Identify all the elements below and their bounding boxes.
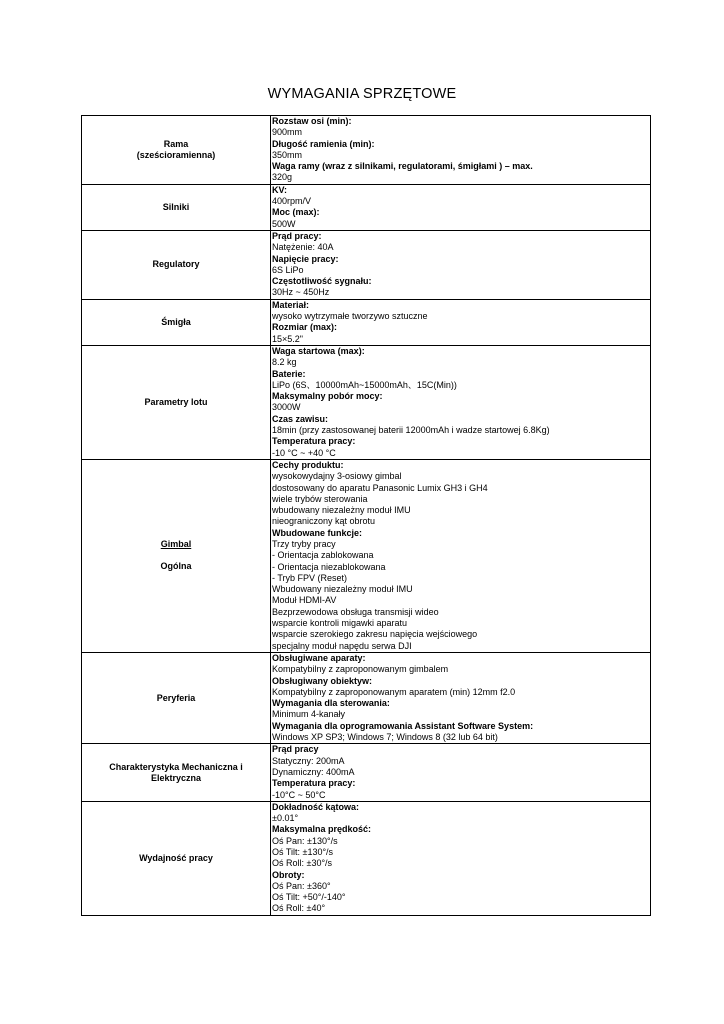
spec-heading: Temperatura pracy: xyxy=(272,778,356,789)
spec-value: Wbudowany niezależny moduł IMU xyxy=(272,584,413,595)
spec-value: specjalny moduł napędu serwa DJI xyxy=(272,640,412,651)
spec-row-label xyxy=(82,801,271,915)
spec-row xyxy=(82,230,651,299)
spec-row xyxy=(82,299,651,345)
spec-value: -10°C ~ 50°C xyxy=(272,789,326,800)
spec-heading: Wymagania dla sterowania: xyxy=(272,698,390,709)
spec-row-label xyxy=(82,345,271,459)
spec-row-label xyxy=(82,230,271,299)
spec-value: Oś Tilt: +50°/-140° xyxy=(272,892,346,903)
spec-row-label-line: Silniki xyxy=(162,201,190,212)
spec-heading: Prąd pracy xyxy=(272,744,319,755)
spec-row-content xyxy=(271,116,651,185)
spec-value: 18min (przy zastosowanej baterii 12000mAh i wadze startowej 6.8Kg) xyxy=(272,425,550,436)
spec-row-content xyxy=(271,230,651,299)
spec-value: 320g xyxy=(272,172,293,183)
spec-row-content xyxy=(271,345,651,459)
spec-row-content xyxy=(271,299,651,345)
spec-row-content xyxy=(271,184,651,230)
spec-heading: Wymagania dla oprogramowania Assistant Software System: xyxy=(272,720,534,731)
spec-value: Statyczny: 200mA xyxy=(272,755,345,766)
spec-row-label-line: Charakterystyka Mechaniczna i Elektryczna xyxy=(109,761,243,783)
spec-value: 500W xyxy=(272,218,296,229)
spec-value: ±0.01° xyxy=(272,813,299,824)
spec-value: Kompatybilny z zaproponowanym aparatem (min) 12mm f2.0 xyxy=(272,686,516,697)
spec-row-label-line: (sześcioramienna) xyxy=(136,149,216,160)
spec-value: 900mm xyxy=(272,127,303,138)
spec-row-label-line: Wydajność pracy xyxy=(139,852,213,863)
spec-value: 15×5.2" xyxy=(272,333,303,344)
spec-row-label xyxy=(82,744,271,801)
spec-heading: Waga ramy (wraz z silnikami, regulatorami, śmigłami ) – max. xyxy=(272,161,533,172)
spec-value: wsparcie kontroli migawki aparatu xyxy=(272,618,408,629)
spec-value: wiele trybów sterowania xyxy=(272,493,368,504)
spec-heading: Częstotliwość sygnału: xyxy=(272,276,372,287)
spec-row xyxy=(82,345,651,459)
spec-row-label xyxy=(82,652,271,743)
spec-heading: Wbudowane funkcje: xyxy=(272,527,362,538)
spec-row-label xyxy=(82,184,271,230)
spec-value: - Tryb FPV (Reset) xyxy=(272,572,348,583)
spec-value: Oś Roll: ±40° xyxy=(272,903,326,914)
spec-row xyxy=(82,652,651,743)
spec-row-label xyxy=(82,459,271,652)
spec-row-label-line: Rama xyxy=(163,138,189,149)
spec-row-label-line: Ogólna xyxy=(160,561,192,572)
spec-heading: Temperatura pracy: xyxy=(272,436,356,447)
spec-row-content xyxy=(271,801,651,915)
spec-row xyxy=(82,116,651,185)
spec-row-label-line: Parametry lotu xyxy=(144,396,208,407)
spec-value: Moduł HDMI-AV xyxy=(272,595,337,606)
spec-heading: Moc (max): xyxy=(272,207,320,218)
spec-row-label-line: Śmigła xyxy=(161,316,191,327)
spec-value: 6S LiPo xyxy=(272,264,304,275)
spec-value: Kompatybilny z zaproponowanym gimbalem xyxy=(272,664,449,675)
spec-row-label-line: Peryferia xyxy=(156,692,196,703)
spec-value: wysokowydajny 3-osiowy gimbal xyxy=(272,471,402,482)
spec-value: Natężenie: 40A xyxy=(272,242,334,253)
spec-value: Minimum 4-kanały xyxy=(272,709,346,720)
spec-row xyxy=(82,801,651,915)
spec-heading: Dokładność kątowa: xyxy=(272,801,360,812)
spec-heading: Waga startowa (max): xyxy=(272,345,365,356)
spec-heading: Obroty: xyxy=(272,869,305,880)
spec-heading: Maksymalny pobór mocy: xyxy=(272,391,383,402)
label-spacer xyxy=(88,550,264,561)
spec-heading: Rozstaw osi (min): xyxy=(272,116,352,126)
spec-value: dostosowany do aparatu Panasonic Lumix GH3 i GH4 xyxy=(272,482,488,493)
spec-value: Bezprzewodowa obsługa transmisji wideo xyxy=(272,606,439,617)
spec-heading: Długość ramienia (min): xyxy=(272,138,375,149)
spec-value: -10 °C ~ +40 °C xyxy=(272,447,336,458)
spec-heading: Cechy produktu: xyxy=(272,459,344,470)
spec-table-body xyxy=(82,116,651,916)
spec-value: wsparcie szerokiego zakresu napięcia wejściowego xyxy=(272,629,478,640)
spec-heading: Maksymalna prędkość: xyxy=(272,824,372,835)
spec-row xyxy=(82,744,651,801)
spec-value: Trzy tryby pracy xyxy=(272,538,336,549)
spec-value: - Orientacja niezablokowana xyxy=(272,561,386,572)
spec-heading: KV: xyxy=(272,184,288,195)
spec-table xyxy=(81,115,651,916)
spec-row-content xyxy=(271,459,651,652)
spec-heading: Obsługiwany obiektyw: xyxy=(272,675,373,686)
spec-heading: Czas zawisu: xyxy=(272,413,329,424)
spec-row xyxy=(82,184,651,230)
spec-heading: Napięcie pracy: xyxy=(272,253,339,264)
spec-row-content xyxy=(271,652,651,743)
spec-value: LiPo (6S、10000mAh~15000mAh、15C(Min)) xyxy=(272,379,457,390)
spec-value: Oś Roll: ±30°/s xyxy=(272,858,333,869)
spec-value: 8.2 kg xyxy=(272,357,297,368)
spec-value: 3000W xyxy=(272,402,301,413)
spec-value: 350mm xyxy=(272,149,303,160)
spec-value: - Orientacja zablokowana xyxy=(272,550,374,561)
spec-heading: Rozmiar (max): xyxy=(272,322,338,333)
spec-heading: Prąd pracy: xyxy=(272,230,322,241)
spec-value: wysoko wytrzymałe tworzywo sztuczne xyxy=(272,311,428,322)
spec-value: Oś Pan: ±130°/s xyxy=(272,835,338,846)
spec-heading: Materiał: xyxy=(272,299,310,310)
spec-value: 30Hz ~ 450Hz xyxy=(272,287,330,298)
spec-value: 400rpm/V xyxy=(272,196,312,207)
spec-row-content xyxy=(271,744,651,801)
spec-value: wbudowany niezależny moduł IMU xyxy=(272,505,411,516)
spec-row-label xyxy=(82,299,271,345)
spec-value: Windows XP SP3; Windows 7; Windows 8 (32 lub 64 bit) xyxy=(272,732,498,743)
spec-heading: Baterie: xyxy=(272,368,306,379)
spec-row xyxy=(82,459,651,652)
spec-value: Dynamiczny: 400mA xyxy=(272,766,355,777)
spec-value: Oś Tilt: ±130°/s xyxy=(272,847,334,857)
spec-value: Oś Pan: ±360° xyxy=(272,880,331,891)
spec-value: nieograniczony kąt obrotu xyxy=(272,516,376,527)
spec-row-label xyxy=(82,116,271,185)
spec-row-label-line: Regulatory xyxy=(152,259,200,270)
spec-row-label-line: Gimbal xyxy=(160,539,192,550)
spec-heading: Obsługiwane aparaty: xyxy=(272,652,366,663)
page-title: WYMAGANIA SPRZĘTOWE xyxy=(267,86,457,102)
